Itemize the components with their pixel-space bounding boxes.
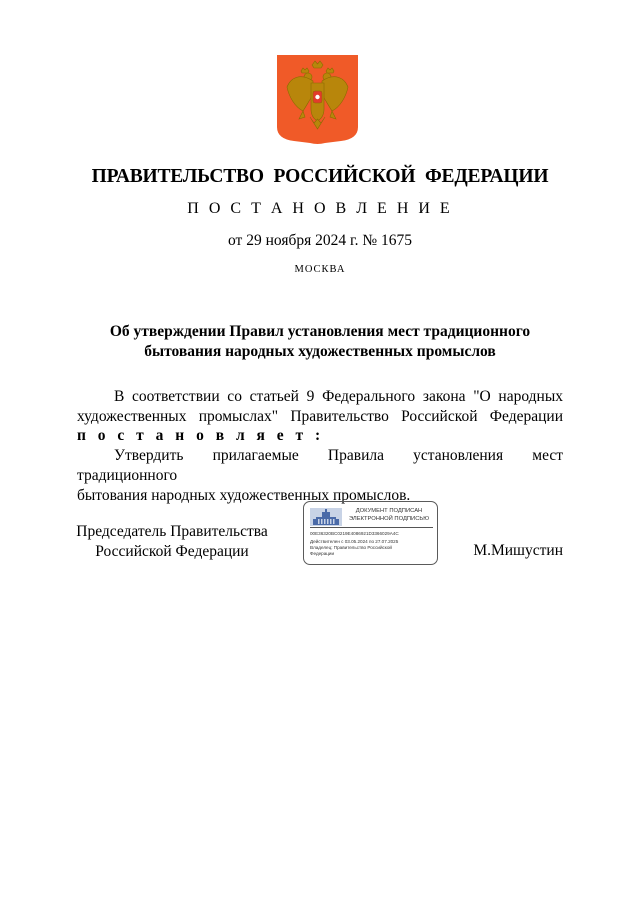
stamp-title-line: ЭЛЕКТРОННОЙ ПОДПИСЬЮ [348, 515, 430, 522]
certificate-serial: 00E36320BC0219E4086921D3366029A4C [310, 531, 399, 536]
heading-line: Об утверждении Правил установления мест традиционного [109, 323, 531, 340]
paragraph-line: В соответствии со статьей 9 Федерального закона "О народных [114, 388, 563, 405]
building-icon [310, 508, 342, 526]
resolution-paragraph [77, 446, 563, 506]
electronic-signature-stamp [303, 501, 438, 565]
russian-coat-of-arms-icon [277, 55, 358, 145]
signatory-position [62, 522, 282, 562]
document-heading [0, 322, 640, 362]
paragraph-line: бытования народных художественных промыслов. [77, 487, 411, 504]
position-line: Российской Федерации [95, 543, 249, 560]
certificate-validity: Действителен с 03.05.2024 по 27.07.2025 [310, 539, 399, 544]
stamp-title [344, 508, 434, 523]
position-line: Председатель Правительства [76, 523, 268, 540]
certificate-owner: Федерации [310, 551, 335, 556]
paragraph-line: Утвердить прилагаемые Правила установления мест традиционного [77, 447, 563, 484]
document-city: МОСКВА [294, 264, 346, 275]
document-date-number: от 29 ноября 2024 г. № 1675 [228, 232, 412, 249]
resolves-word: п о с т а н о в л я е т : [77, 427, 325, 444]
heading-line: бытования народных художественных промыслов [144, 343, 496, 360]
signatory-name: М.Мишустин [473, 542, 563, 559]
preamble-paragraph [77, 387, 563, 427]
certificate-owner: Владелец: Правительство Российской [310, 545, 392, 550]
government-title: ПРАВИТЕЛЬСТВО РОССИЙСКОЙ ФЕДЕРАЦИИ [91, 166, 549, 187]
stamp-divider [310, 527, 433, 528]
stamp-title-line: ДОКУМЕНТ ПОДПИСАН [355, 508, 423, 514]
paragraph-line: художественных промыслах" Правительство Российской Федерации [77, 408, 563, 425]
document-type: П О С Т А Н О В Л Е Н И Е [187, 200, 453, 217]
